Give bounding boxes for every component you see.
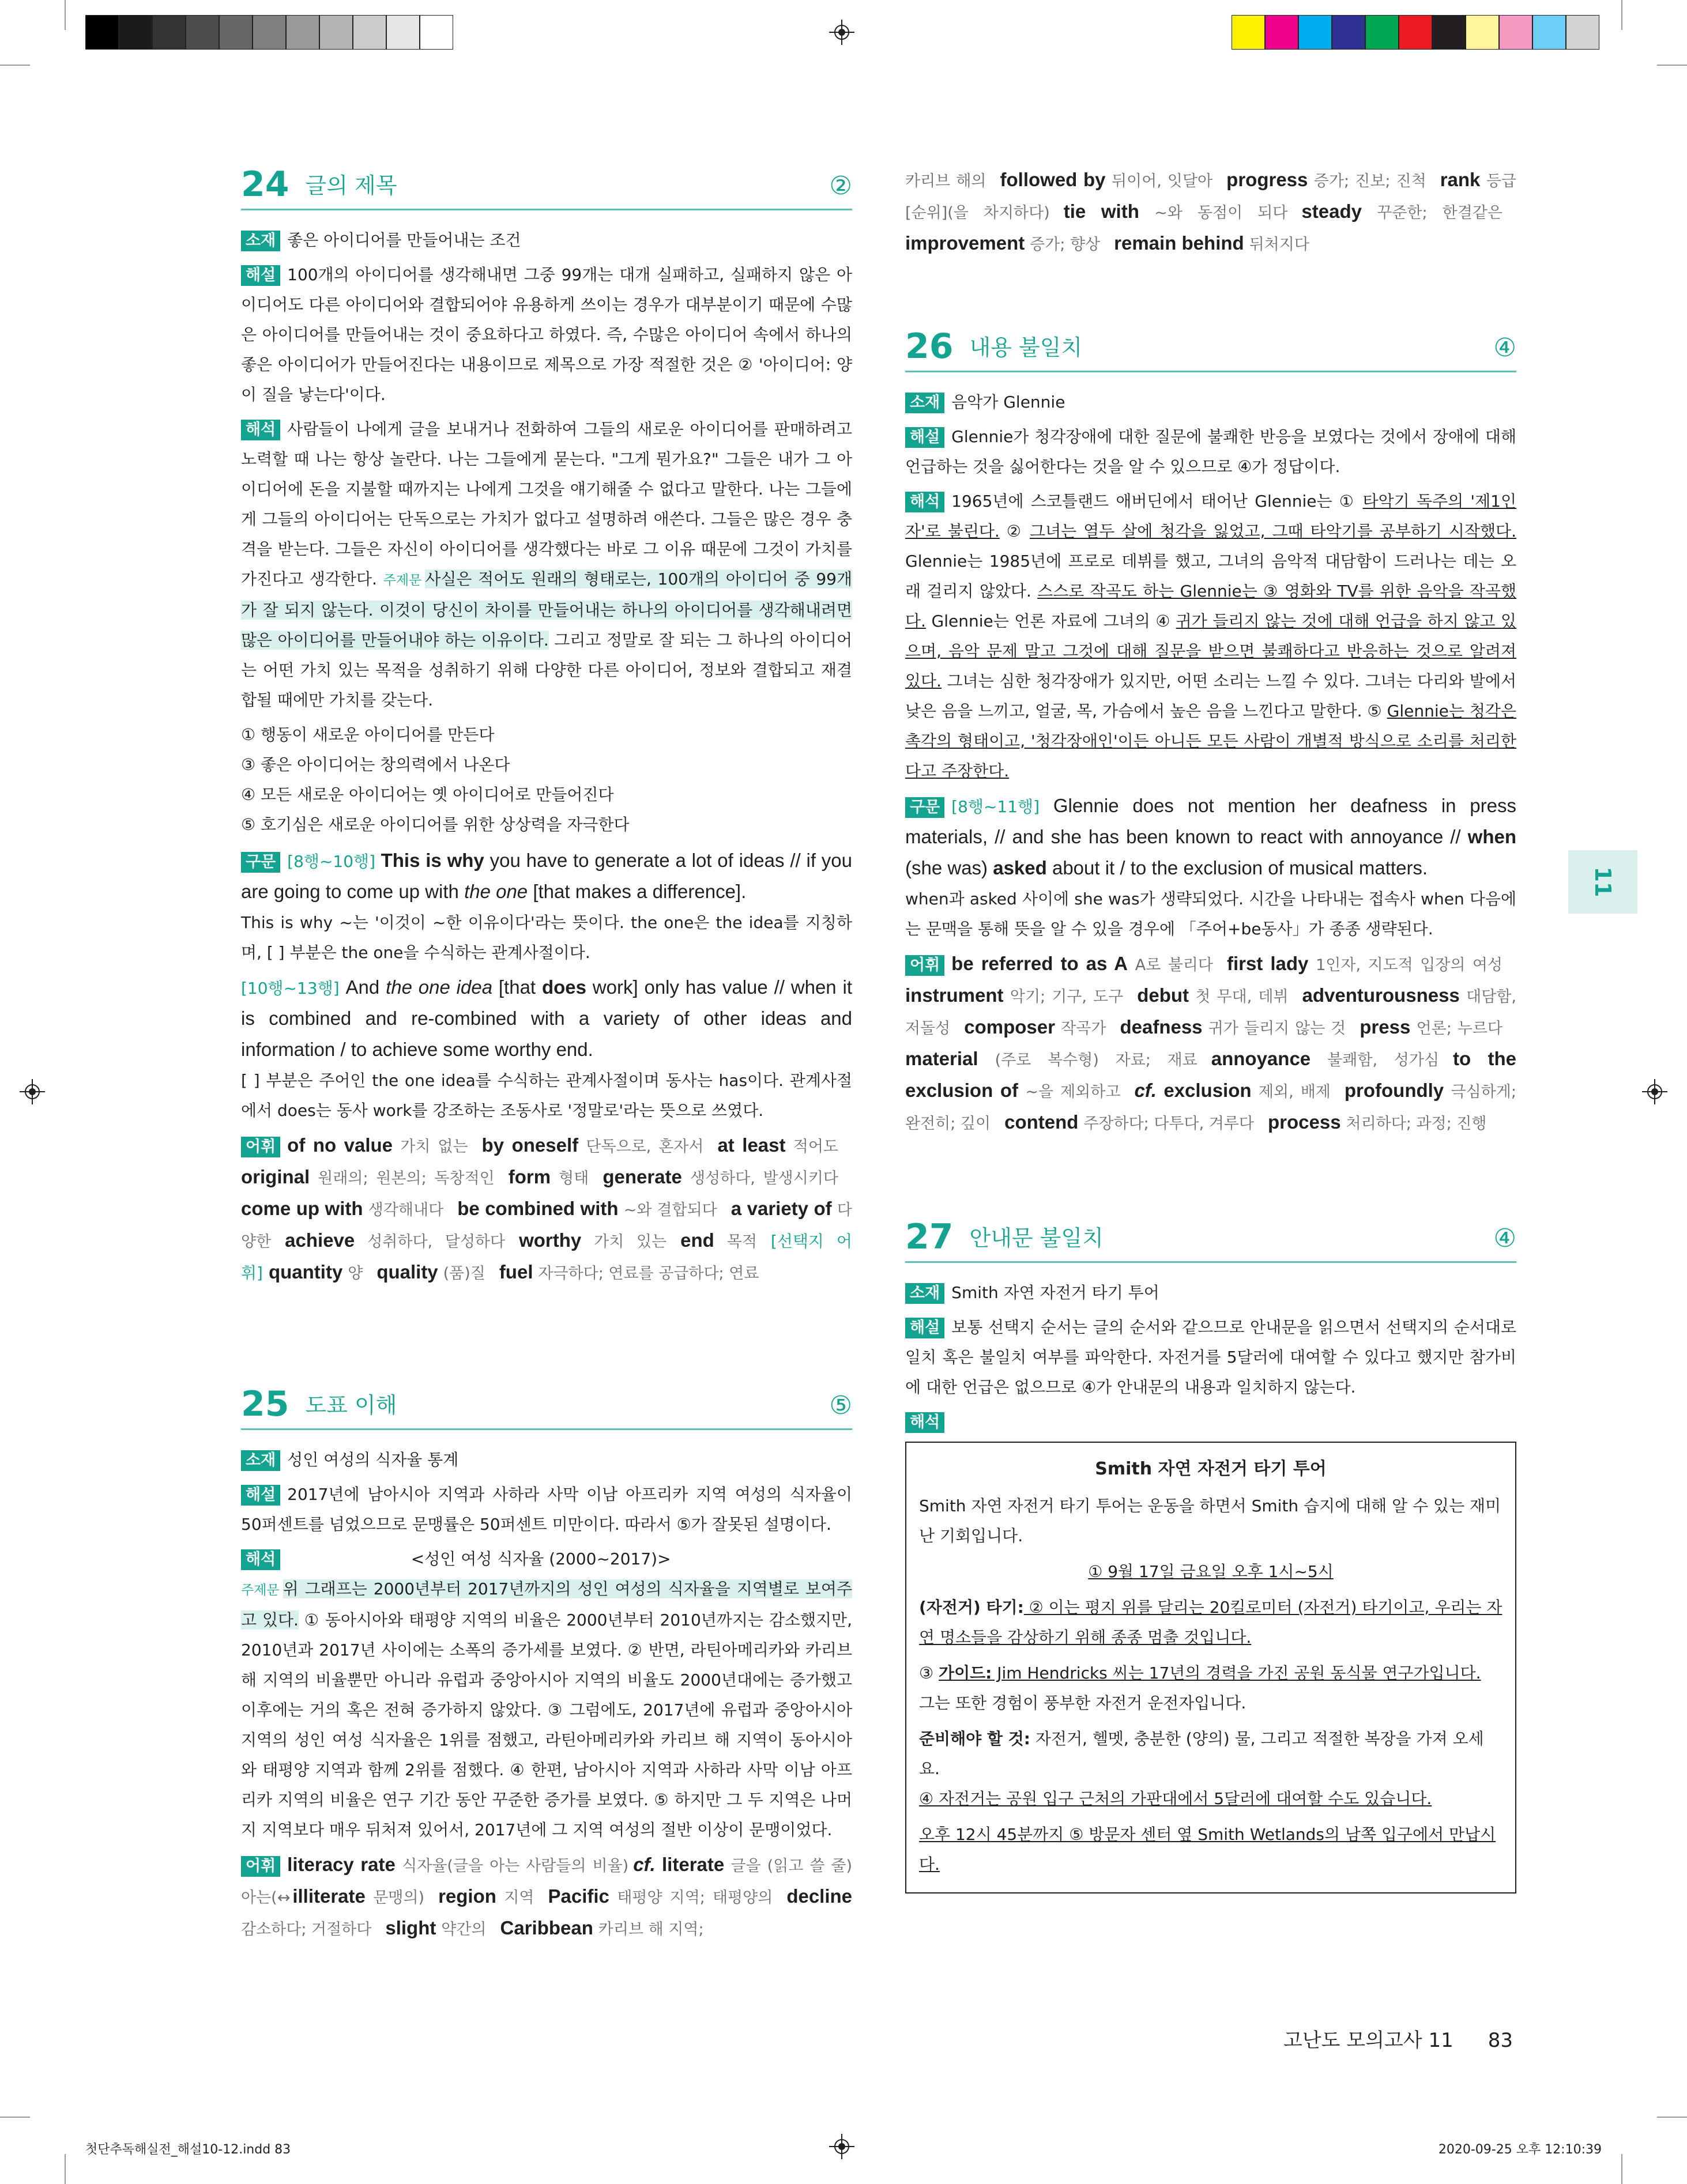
vocab-meaning: 자극하다; 연료를 공급하다; 연료: [538, 1265, 759, 1283]
haeseok-text: 사람들이 나에게 글을 보내거나 전화하여 그들의 새로운 아이디어를 판매하려고 노력할 때 나는 항상 놀란다. 나는 그들에게 묻는다. "그게 뭔가요?" 그들은 내가 그 아이디어에 돈을 지불할 때까지는 나에게 그것을 얘기해줄 수 없다고 말한다. 나는 그들에게 그들의 아이디어는 단독으로는 가치가 없다고 설명하려 애쓴다. 그들은 많은 경우 충격을 받는다. 그들은 자신이 아이디어를 생각했다는 바로 그 이유 때문에 그것이 가치를 가진다고 생각한다.: [241, 420, 852, 589]
vocab-select-label: [선택지 어휘]: [241, 1232, 852, 1283]
choice-item: ① 행동이 새로운 아이디어를 만든다: [241, 725, 495, 744]
crop-mark: [1621, 0, 1622, 30]
registration-mark-icon: [829, 20, 854, 45]
notice-text: Smith 자연 자전거 타기 투어는 운동을 하면서 Smith 습지에 대해 알 수 있는 재미난 기회입니다.: [919, 1496, 1501, 1545]
haeseok-text: ① 동아시아와 태평양 지역의 비율은 2000년부터 2010년까지는 감소했지만, 2010년과 2017년 사이에는 소폭의 증가세를 보였다. ② 반면, 라틴아메리카와 카리브 해 지역의 비율뿐만 아니라 유럽과 중앙아시아 지역의 비율도 2000년대에는 증가했고 이후에는 거의 혹은 전혀 증가하지 않았다. ③ 그럼에도, 2017년에 유럽과 중앙아시아 지역의 성인 여성 식자율은 1위를 점했고, 라틴아메리카와 카리브 해 지역이 동아시아와 태평양 지역과 함께 2위를 점했다. ④ 한편, 남아시아 지역과 사하라 사막 이남 아프리카 지역의 비율은 연구 기간 동안 꾸준한 증가를 보였다. ⑤ 하지만 그 두 지역은 나머지 지역보다 매우 뒤처져 있어서, 2017년에 그 지역 여성의 절반 이상이 문맹이었다.: [241, 1610, 852, 1839]
vocab-word: end: [680, 1229, 714, 1251]
line-ref: [8행~11행]: [951, 797, 1040, 816]
color-swatch: [1399, 15, 1432, 50]
vocab-word: tie with: [1063, 201, 1139, 222]
sojae-tag: 소재: [905, 1283, 944, 1304]
grayscale-bar: [85, 15, 453, 50]
section-number: 27: [905, 1217, 954, 1257]
vocab-meaning: 원래의; 원본의; 독창적인: [318, 1170, 495, 1187]
vocab-word: exclusion: [1163, 1080, 1252, 1101]
vocab-meaning: 생각해내다: [368, 1201, 444, 1219]
vocab-meaning: 적어도: [793, 1138, 839, 1156]
vocab-word: illiterate: [292, 1885, 366, 1907]
sojae-line: [241, 1445, 852, 1475]
color-swatch: [1466, 15, 1499, 50]
vocab-meaning: 귀가 들리지 않는 것: [1208, 1020, 1346, 1038]
crop-mark: [65, 0, 66, 30]
color-swatch: [1566, 15, 1599, 50]
vocab-meaning: 가치 없는: [400, 1138, 468, 1156]
vocab-word: of no value: [287, 1134, 393, 1156]
section-number: 24: [241, 164, 289, 205]
vocab-block: [241, 1130, 852, 1289]
gumun-en: (she was): [905, 857, 993, 878]
vocab-tag: 어휘: [905, 955, 944, 976]
vocab-word: be referred to as A: [951, 953, 1128, 974]
vocab-word: instrument: [905, 985, 1004, 1006]
gumun-en: the one idea: [386, 976, 493, 998]
vocab-meaning: 첫 무대, 데뷔: [1195, 988, 1289, 1006]
section-number: 25: [241, 1384, 289, 1424]
notice-title: Smith 자연 자전거 타기 투어: [1095, 1459, 1327, 1479]
color-swatch: [186, 15, 219, 50]
vocab-tag: 어휘: [241, 1856, 280, 1877]
page-number: 83: [1488, 2029, 1513, 2052]
notice-prepare: [919, 1724, 1503, 1814]
sojae-tag: 소재: [905, 393, 944, 413]
section-27-header: [905, 1217, 1516, 1263]
vocab-meaning: (주로 복수형) 자료; 재료: [995, 1051, 1198, 1069]
vocab-meaning: 언론; 누르다: [1416, 1020, 1503, 1038]
vocab-word: first lady: [1226, 953, 1309, 974]
color-swatch: [1432, 15, 1466, 50]
vocab-word: form: [508, 1166, 551, 1187]
vocab-word: process: [1268, 1111, 1341, 1133]
topic-sentence-label: 주제문: [241, 1583, 280, 1598]
haeseol-paragraph: [905, 422, 1516, 482]
haeseok-text: Glennie는 언론 자료에 그녀의 ④: [931, 612, 1171, 631]
gumun-en: does: [541, 976, 586, 998]
haeseol-text: 100개의 아이디어를 생각해내면 그중 99개는 대개 실패하고, 실패하지 않은 아이디어도 다른 아이디어와 결합되어야 유용하게 쓰이는 경우가 대부분이기 때문에 수많은 아이디어를 만들어내는 것이 중요하다고 하였다. 즉, 수많은 아이디어 속에서 하나의 좋은 아이디어가 만들어진다는 내용이므로 제목으로 가장 적절한 것은 ② '아이디어: 양이 질을 낳는다'이다.: [241, 265, 852, 404]
gumun-note: This is why ~는 '이것이 ~한 이유이다'라는 뜻이다. the one은 the idea를 지칭하며, [ ] 부분은 the one을 수식하는 관계사절이다.: [241, 913, 852, 962]
vocab-word: to the exclusion of: [905, 1048, 1516, 1101]
vocab-meaning: 주장하다; 다투다, 겨루다: [1083, 1115, 1254, 1133]
sojae-text: Smith 자연 자전거 타기 투어: [951, 1283, 1159, 1302]
gumun-paragraph: [241, 972, 852, 1126]
chart-caption: <성인 여성 식자율 (2000~2017)>: [411, 1549, 671, 1568]
registration-mark-icon: [829, 2134, 854, 2159]
underlined-text: Jim Hendricks 씨는 17년의 경력을 가진 공원 동식물 연구가입니다.: [992, 1664, 1481, 1683]
haeseol-paragraph: [905, 1312, 1516, 1402]
vocab-meaning: 감소하다; 거절하다: [241, 1921, 372, 1938]
gumun-note: when과 asked 사이에 she was가 생략되었다. 시간을 나타내는 접속사 when 다음에는 문맥을 통해 뜻을 알 수 있을 경우에 「주어+be동사」가 종종 생략된다.: [905, 889, 1516, 938]
vocab-tag: 어휘: [241, 1137, 280, 1157]
color-swatch: [1232, 15, 1265, 50]
crop-mark: [0, 65, 30, 66]
side-tab-label: 11: [1590, 866, 1616, 897]
registration-mark-icon: [20, 1079, 45, 1104]
vocab-word: debut: [1137, 985, 1189, 1006]
section-title: 내용 불일치: [969, 335, 1083, 360]
notice-text: 자전거, 헬멧, 충분한 (양의) 물, 그리고 적절한 복장을 가져 오세요.: [919, 1729, 1484, 1778]
crop-mark: [65, 2154, 66, 2184]
vocab-word: come up with: [241, 1198, 363, 1219]
sojae-line: [241, 225, 852, 255]
vocab-meaning: 불쾌함, 성가심: [1327, 1051, 1440, 1069]
vocab-meaning: 극심하게; 완전히; 깊이: [905, 1083, 1516, 1133]
gumun-en: the one: [464, 881, 528, 902]
right-column: [905, 165, 1516, 1893]
vocab-word: followed by: [1000, 169, 1106, 190]
vocab-word: fuel: [499, 1261, 533, 1283]
vocab-word: quality: [376, 1261, 438, 1283]
vocab-meaning: 증가; 진보; 진척: [1313, 172, 1426, 190]
vocab-meaning: 지역: [504, 1889, 534, 1907]
vocab-meaning: 제외, 배제: [1258, 1083, 1331, 1101]
section-24-header: [241, 164, 852, 210]
underlined-text: 타악기 독주의 '제1인자'로 불린다.: [905, 492, 1516, 541]
color-swatch: [319, 15, 353, 50]
underlined-text: 스스로 작곡도 하는 Glennie는 ③ 영화와 TV를 위한 음악을 작곡했다.: [905, 582, 1517, 631]
answer-mark: ④: [1493, 1224, 1516, 1253]
haeseol-text: 2017년에 남아시아 지역과 사하라 사막 이남 아프리카 지역 여성의 식자율이 50퍼센트를 넘었으므로 문맹률은 50퍼센트 미만이다. 따라서 ⑤가 잘못된 설명이다.: [241, 1485, 852, 1534]
vocab-word: original: [241, 1166, 310, 1187]
notice-label: 준비해야 할 것:: [919, 1729, 1030, 1748]
vocab-word: literate: [662, 1854, 725, 1875]
gumun-tag: 구문: [905, 797, 944, 818]
vocab-word: steady: [1301, 201, 1362, 222]
vocab-word: be combined with: [457, 1198, 619, 1219]
print-timestamp: 2020-09-25 오후 12:10:39: [1438, 2142, 1602, 2157]
choice-list: [241, 720, 852, 840]
answer-mark: ②: [829, 171, 852, 201]
notice-label: 가이드:: [939, 1664, 992, 1683]
haeseok-text: Glennie는 1985년에 프로로 데뷔를 했고, 그녀의 음악적 대담함이 드러나는 데는 오래 걸리지 않았다.: [905, 552, 1516, 601]
vocab-word: worthy: [519, 1229, 582, 1251]
underlined-text: 귀가 들리지 않는 것에 대해 언급을 하지 않고 있으며, 음악 문제 말고 그것에 대해 질문을 받으면 불쾌하다고 반응하는 것으로 알려져 있다.: [905, 612, 1516, 691]
topic-sentence-label: 주제문: [383, 573, 422, 588]
gumun-en: [that makes a difference].: [528, 881, 747, 902]
left-column: [241, 164, 853, 1945]
vocab-word: quantity: [268, 1261, 343, 1283]
haeseok-tag: 해석: [905, 492, 944, 512]
crop-mark: [1657, 65, 1687, 66]
vocab-cf: cf.: [1134, 1080, 1157, 1101]
underlined-text: ② 이는 평지 위를 달리는 20킬로미터 (자전거) 타기이고, 우리는 자연 명소들을 감상하기 위해 종종 멈출 것입니다.: [919, 1598, 1503, 1647]
vocab-word: slight: [385, 1917, 436, 1938]
notice-ride: [919, 1593, 1503, 1653]
vocab-word: Pacific: [548, 1885, 609, 1907]
answer-mark: ⑤: [829, 1391, 852, 1420]
color-swatch: [1332, 15, 1365, 50]
color-swatch: [420, 15, 453, 50]
choice-item: ④ 모든 새로운 아이디어는 옛 아이디어로 만들어진다: [241, 785, 614, 804]
gumun-paragraph: [905, 791, 1516, 944]
vocab-meaning: 작곡가: [1061, 1020, 1106, 1038]
gumun-en: Glennie does not mention her deafness in press materials, // and she has been known to react with annoyance //: [905, 795, 1516, 847]
underlined-text: Glennie는 청각은 촉각의 형태이고, '청각장애인'이든 아니든 모든 사람이 개별적 방식으로 소리를 처리한다고 주장한다.: [905, 701, 1516, 780]
underlined-text: 오후 12시 45분까지 ⑤ 방문자 센터 옆 Smith Wetlands의 남쪽 입구에서 만납시다.: [919, 1825, 1496, 1874]
haeseok-tag: 해석: [905, 1412, 944, 1433]
vocab-word: material: [905, 1048, 978, 1069]
vocab-word: adventurousness: [1302, 985, 1460, 1006]
vocab-meaning: 태평양 지역; 태평양의: [617, 1889, 773, 1907]
vocab-meaning: ~을 제외하고: [1025, 1083, 1121, 1101]
sojae-line: [905, 387, 1516, 417]
vocab-meaning: 1인자, 지도적 입장의 여성: [1316, 956, 1503, 974]
gumun-note: [ ] 부분은 주어인 the one idea를 수식하는 관계사절이며 동사는 has이다. 관계사절에서 does는 동사 work를 강조하는 조동사로 '정말로'라는 뜻으로 쓰였다.: [241, 1071, 852, 1120]
notice-box: [905, 1442, 1516, 1893]
haeseol-paragraph: [241, 1480, 852, 1540]
gumun-en: This is why: [381, 850, 484, 871]
haeseok-text: 그리고 정말로 잘 되는 그 하나의 아이디어는 어떤 가치 있는 목적을 성취하기 위해 다양한 다른 아이디어, 정보와 결합되고 재결합될 때에만 가치를 갖는다.: [241, 631, 852, 710]
vocab-meaning: 단독으로, 혼자서: [586, 1138, 704, 1156]
haeseol-text: Glennie가 청각장애에 대한 질문에 불쾌한 반응을 보였다는 것에서 장애에 대해 언급하는 것을 싫어한다는 것을 알 수 있으므로 ④가 정답이다.: [905, 427, 1516, 476]
vocab-word: decline: [786, 1885, 853, 1907]
vocab-word: deafness: [1120, 1016, 1203, 1038]
notice-meet: [919, 1820, 1503, 1880]
haeseok-text: ②: [1006, 522, 1023, 541]
vocab-word: progress: [1226, 169, 1308, 190]
haeseol-tag: 해설: [905, 427, 944, 448]
topic-sentence: 사실은 적어도 원래의 형태로는, 100개의 아이디어 중 99개가 잘 되지 않는다. 이것이 당신이 차이를 만들어내는 하나의 아이디어를 생각해내려면 많은 아이디어를 만들어내야 하는 이유이다.: [241, 569, 853, 650]
haeseol-paragraph: [241, 260, 852, 410]
underlined-text: ① 9월 17일 금요일 오후 1시~5시: [1088, 1562, 1334, 1581]
vocab-meaning: 형태: [559, 1170, 589, 1187]
sojae-line: [905, 1278, 1516, 1308]
vocab-meaning: 카리브 해 지역;: [598, 1921, 704, 1938]
line-ref: [10행~13행]: [241, 979, 340, 998]
choice-marker: ③: [919, 1664, 939, 1683]
vocab-word: region: [438, 1885, 496, 1907]
vocab-meaning: ~와 결합되다: [623, 1201, 717, 1219]
vocab-meaning: 문맹의): [373, 1889, 425, 1907]
color-swatch: [1365, 15, 1399, 50]
file-info: 첫단추독해실전_해설10-12.indd 83: [85, 2142, 291, 2157]
gumun-en: about it / to the exclusion of musical matters.: [1046, 857, 1428, 878]
vocab-meaning: 뒤처지다: [1249, 236, 1309, 254]
crop-mark: [1621, 2154, 1622, 2184]
vocab-meaning: 처리하다; 과정; 진행: [1346, 1115, 1487, 1133]
color-swatch: [253, 15, 286, 50]
color-swatch: [1532, 15, 1566, 50]
color-swatch: [1298, 15, 1332, 50]
vocab-word: rank: [1440, 169, 1481, 190]
color-swatch: [85, 15, 119, 50]
page-footer: [1283, 2024, 1513, 2053]
notice-date: [919, 1557, 1503, 1587]
color-swatch: [219, 15, 253, 50]
gumun-en: you have to generate a lot of ideas // if you are going to come up with: [241, 850, 853, 902]
vocab-meaning: 양: [348, 1265, 363, 1283]
footer-book-title: 고난도 모의고사 11: [1283, 2029, 1453, 2052]
vocab-meaning: 꾸준한; 한결같은: [1377, 204, 1503, 222]
line-ref: [8행~10행]: [287, 852, 376, 871]
vocab-word: by oneself: [481, 1134, 579, 1156]
haeseol-tag: 해설: [241, 265, 280, 286]
sojae-text: 음악가 Glennie: [951, 393, 1065, 412]
vocab-word: contend: [1004, 1111, 1079, 1133]
vocab-meaning: A로 불리다: [1135, 956, 1213, 974]
gumun-en: [that: [492, 976, 542, 998]
vocab-meaning: 글을 (읽고 쓸 줄) 아는(↔: [241, 1857, 853, 1907]
haeseok-tag: 해석: [241, 420, 280, 440]
vocab-meaning: 식자율(글을 아는 사람들의 비율): [402, 1857, 629, 1875]
vocab-word: composer: [964, 1016, 1055, 1038]
vocab-cf: cf.: [633, 1854, 656, 1875]
color-swatch: [119, 15, 152, 50]
sojae-text: 성인 여성의 식자율 통계: [287, 1450, 459, 1469]
haeseok-paragraph: [905, 486, 1516, 786]
choice-item: ⑤ 호기심은 새로운 아이디어를 위한 상상력을 자극한다: [241, 815, 630, 834]
haeseok-label: [905, 1407, 1516, 1437]
vocab-meaning: 목적: [726, 1233, 757, 1251]
vocab-meaning: 카리브 해의: [905, 172, 986, 190]
vocab-meaning: 증가; 향상: [1030, 236, 1101, 254]
color-swatch: [286, 15, 319, 50]
color-bar: [1232, 15, 1599, 50]
haeseok-paragraph: [241, 414, 852, 715]
choice-item: ③ 좋은 아이디어는 창의력에서 나온다: [241, 755, 510, 774]
side-tab: [1568, 850, 1637, 914]
vocab-meaning: 악기; 기구, 도구: [1010, 988, 1124, 1006]
gumun-en: And: [339, 976, 386, 998]
vocab-word: annoyance: [1211, 1048, 1311, 1069]
vocab-block: [241, 1850, 852, 1945]
vocab-meaning: 성취하다, 달성하다: [367, 1233, 506, 1251]
sojae-tag: 소재: [241, 1450, 280, 1471]
vocab-word: literacy rate: [287, 1854, 396, 1875]
haeseok-text: 그녀는 심한 청각장애가 있지만, 어떤 소리는 느낄 수 있다. 그녀는 다리와 발에서 낮은 음을 느끼고, 얼굴, 목, 가슴에서 높은 음을 느낀다고 말한다. ⑤: [905, 672, 1517, 721]
vocab-word: achieve: [285, 1229, 355, 1251]
registration-mark-icon: [1642, 1079, 1667, 1104]
section-25-header: [241, 1384, 852, 1430]
color-swatch: [1265, 15, 1298, 50]
color-swatch: [353, 15, 386, 50]
vocab-meaning: ~와 동점이 되다: [1154, 204, 1288, 222]
topic-sentence: 위 그래프는 2000년부터 2017년까지의 성인 여성의 식자율을 지역별로 보여주고 있다.: [241, 1579, 852, 1629]
color-swatch: [152, 15, 186, 50]
section-26-header: [905, 326, 1516, 372]
underlined-text: ④ 자전거는 공원 입구 근처의 가판대에서 5달러에 대여할 수도 있습니다.: [919, 1789, 1432, 1808]
vocab-meaning: 생성하다, 발생시키다: [690, 1170, 839, 1187]
crop-mark: [1657, 2117, 1687, 2118]
vocab-word: press: [1360, 1016, 1411, 1038]
gumun-en: asked: [993, 857, 1047, 878]
vocab-meaning: 대담함, 저돌성: [905, 988, 1517, 1038]
section-number: 26: [905, 326, 954, 367]
sojae-tag: 소재: [241, 231, 280, 251]
gumun-en: work] only has value // when it is combined and re-combined with a variety of other ideas and information / to achieve some worthy end.: [241, 976, 852, 1060]
section-title: 안내문 불일치: [969, 1225, 1104, 1251]
vocab-continued: [905, 165, 1516, 260]
section-title: 도표 이해: [305, 1393, 397, 1418]
section-title: 글의 제목: [305, 173, 397, 198]
vocab-meaning: 다양한: [241, 1201, 853, 1251]
vocab-word: a variety of: [730, 1198, 832, 1219]
haeseok-paragraph: [241, 1574, 852, 1845]
vocab-meaning: 가치 있는: [594, 1233, 667, 1251]
vocab-word: profoundly: [1344, 1080, 1444, 1101]
vocab-word: remain behind: [1114, 232, 1244, 254]
notice-guide: [919, 1658, 1503, 1718]
vocab-word: Caribbean: [500, 1917, 593, 1938]
vocab-word: at least: [717, 1134, 786, 1156]
haeseok-text: 1965년에 스코틀랜드 애버딘에서 태어난 Glennie는 ①: [951, 492, 1356, 511]
color-swatch: [1499, 15, 1532, 50]
vocab-meaning: 등급[순위](을 차지하다): [905, 172, 1516, 222]
vocab-word: generate: [602, 1166, 682, 1187]
sojae-text: 좋은 아이디어를 만들어내는 조건: [287, 231, 521, 250]
vocab-block: [905, 949, 1516, 1139]
vocab-meaning: (품)질: [443, 1265, 485, 1283]
vocab-meaning: 약간의: [441, 1921, 487, 1938]
vocab-meaning: 뒤이어, 잇달아: [1111, 172, 1213, 190]
answer-mark: ④: [1493, 333, 1516, 363]
gumun-paragraph: [241, 846, 852, 968]
notice-label: (자전거) 타기:: [919, 1598, 1024, 1617]
gumun-tag: 구문: [241, 852, 280, 873]
color-swatch: [386, 15, 420, 50]
haeseol-text: 보통 선택지 순서는 글의 순서와 같으므로 안내문을 읽으면서 선택지의 순서대로 일치 혹은 불일치 여부를 파악한다. 자전거를 5달러에 대여할 수 있다고 했지만 참가비에 대한 언급은 없으므로 ④가 안내문의 내용과 일치하지 않는다.: [905, 1318, 1516, 1397]
underlined-text: 그녀는 열두 살에 청각을 잃었고, 그때 타악기를 공부하기 시작했다.: [1030, 522, 1516, 541]
haeseok-tag: 해석: [241, 1549, 280, 1570]
vocab-word: improvement: [905, 232, 1025, 254]
crop-mark: [0, 2117, 30, 2118]
notice-text: 그는 또한 경험이 풍부한 자전거 운전자입니다.: [919, 1693, 1247, 1713]
haeseol-tag: 해설: [241, 1485, 280, 1506]
gumun-en: when: [1467, 826, 1516, 847]
haeseok-paragraph: [241, 1544, 852, 1574]
haeseol-tag: 해설: [905, 1318, 944, 1338]
